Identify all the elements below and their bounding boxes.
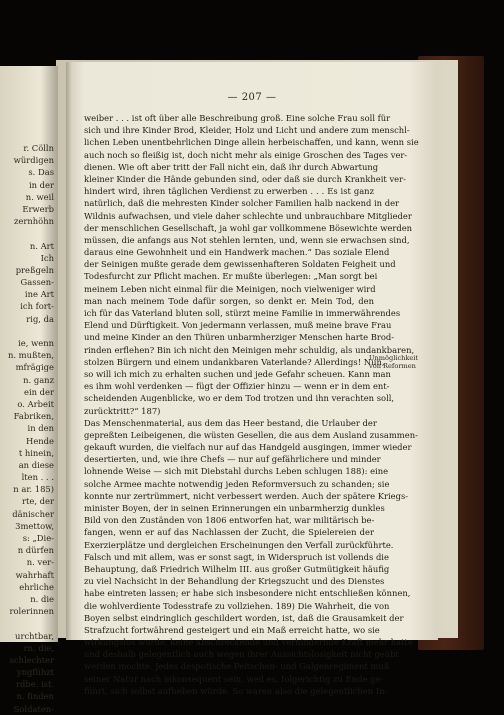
- text-line: hindert wird, ihren täglichen Verdienst zu erwerben . . . Es ist ganz: [84, 186, 374, 197]
- left-fragment-line: rdbe. ist.: [15, 679, 54, 690]
- left-fragment-line: n. ver-: [26, 557, 54, 568]
- margin-note: [369, 354, 437, 370]
- left-fragment-line: n. weil: [25, 191, 54, 202]
- text-line: meinem Leben nicht einmal für die Meinigen, noch vielweniger wird: [84, 283, 376, 294]
- left-fragment-line: zernhöhn: [14, 216, 54, 227]
- left-fragment-line: rte, der: [22, 496, 54, 507]
- text-line: Falsch und mit allem, was er sonst sagt, in Widerspruch ist vollends die: [84, 551, 389, 562]
- text-line: führt, sich selbst aufheben würde. So waren also die gelegentlichen In-: [84, 685, 388, 696]
- left-fragment-line: [8, 617, 54, 629]
- left-fragment-line: Soldaten-: [13, 703, 54, 714]
- text-line: weiber . . . ist oft über alle Beschreibung groß. Eine solche Frau soll für: [84, 113, 391, 123]
- text-line: Bild von den Zuständen von 1806 entworfen hat, war militärisch be-: [84, 515, 375, 526]
- text-line: rinden erflehen? Bin ich nicht den Meinigen mehr schuldig, als undankbaren,: [84, 344, 415, 355]
- left-fragment-line: ine Art: [24, 289, 54, 300]
- text-line: lohnende Weise — sich mit Diebstahl durchs Leben schlugen 188): eine: [84, 466, 389, 477]
- text-line: der menschlichen Gesellschaft, ja wohl gar vollkommene Bösewichte werden: [84, 222, 413, 233]
- text-line: man nach meinem Tode dafür sorgen, so denkt er. Mein Tod, den: [84, 295, 374, 306]
- text-line: gepreßten Leibeigenen, die wüsten Gesellen, die aus dem Ausland zusammen-: [84, 429, 418, 440]
- text-line: zu viel Nachsicht in der Behandlung der Kriegszucht und des Dienstes: [84, 576, 385, 587]
- text-line: konnte nur zertrümmert, nicht verbessert werden. Auch der spätere Kriegs-: [84, 490, 409, 501]
- left-fragment-line: n ar. 185): [13, 484, 54, 495]
- text-line: werden mochte. Jedes despotische Peitschen- und Galgenregiment muß: [84, 661, 390, 672]
- left-fragment-line: an diese: [18, 459, 54, 470]
- text-line: habe eintreten lassen; er habe sich insbesondere nicht entschließen können,: [84, 588, 411, 599]
- text-line: und deshalb gelegentlich auch wegen ihrer Aussichtslosigkeit nicht geübt: [84, 649, 399, 660]
- left-fragment-line: in der: [28, 179, 54, 190]
- left-fragment-line: s: „Die-: [22, 533, 54, 543]
- text-line: Das Menschenmaterial, aus dem das Heer bestand, die Urlauber der: [84, 417, 377, 428]
- text-line: seiner Natur nach inkonsequent sein, weil es, folgerichtig zu Ende ge-: [84, 673, 384, 684]
- text-line: Boyen selbst eindringlich geschildert worden, ist, daß die Grausamkeit der: [84, 612, 404, 623]
- left-fragment-line: rolerinnen: [9, 606, 54, 617]
- left-fragment-line: n. mußten,: [7, 350, 54, 361]
- text-line: die wohlverdiente Todesstrafe zu vollziehen. 189) Die Wahrheit, die von: [84, 600, 390, 611]
- left-fragment-line: ich fort-: [20, 301, 54, 312]
- text-line: Elend und Dürftigkeit. Von jedermann verlassen, muß meine brave Frau: [84, 320, 392, 331]
- left-fragment-line: s. Das: [28, 167, 54, 178]
- left-fragment-line: n. Art: [29, 240, 54, 251]
- left-fragment-line: Ich: [40, 252, 54, 263]
- left-fragment-line: mfrägige: [15, 362, 54, 373]
- left-fragment-line: Erwerb: [22, 203, 54, 214]
- text-line: zurücktritt?“ 187): [84, 405, 161, 416]
- left-fragment-line: in den: [27, 423, 54, 434]
- text-line: gekauft wurden, die vielfach nur auf das Handgeld ausgingen, immer wieder: [84, 442, 412, 453]
- left-fragment-line: Hende: [26, 435, 54, 446]
- text-line: wirkungslos wurde, keine abschreckende und verhindernde Kraft mehr hatte: [84, 637, 413, 648]
- left-fragment-line: ehrliche: [19, 581, 54, 592]
- text-line: Strafzucht fortwährend gesteigert und ein Maß erreicht hatte, wo sie: [84, 624, 380, 635]
- left-fragment-line: o. Arbeit: [17, 398, 54, 409]
- left-fragment-line: r. Cölln: [23, 143, 54, 153]
- text-line: und meine Kinder an den Thüren unbarmherziger Menschen harte Brod-: [84, 332, 395, 343]
- text-line: Behauptung, daß Friedrich Wilhelm III. aus großer Gutmütigkeit häufig: [84, 563, 390, 574]
- left-fragment-line: würdigen: [13, 155, 54, 166]
- text-line: Todesfurcht zur Pflicht machen. Er mußte überlegen: „Man sorgt bei: [84, 271, 378, 282]
- left-fragment-line: rn. die,: [23, 642, 54, 653]
- text-line: natürlich, daß die mehresten Kinder solcher Familien halb nackend in der: [84, 198, 400, 209]
- left-fragment-line: n. ganz: [23, 374, 54, 385]
- text-line: stolzen Bürgern und einem undankbaren Vaterlande? Allerdings! Nun,: [84, 356, 385, 367]
- left-fragment-line: dänischer: [12, 508, 54, 519]
- left-fragment-line: wahrhaft: [15, 569, 54, 580]
- left-fragment-line: n. die: [30, 593, 54, 604]
- text-line: es ihm wohl verdenken — fügt der Offizier hinzu — wenn er in dem ent-: [84, 381, 390, 392]
- page-number: — 207 —: [227, 92, 277, 103]
- left-fragment-line: [8, 227, 54, 239]
- left-fragment-line: ie, wenn: [18, 338, 54, 348]
- left-fragment-line: ein der: [23, 386, 54, 397]
- left-fragment-line: t hinein,: [18, 447, 54, 458]
- left-fragment-line: rig, da: [26, 313, 54, 324]
- left-fragment-line: Fabriken,: [13, 411, 54, 422]
- text-line: solche Armee machte notwendig jeden Reformversuch zu schanden; sie: [84, 478, 390, 489]
- text-line: lichen Leben unentbehrlichen Dinge allein herbeischaffen, und kann, wenn sie: [84, 137, 419, 148]
- left-fragment-line: urchtbar,: [15, 630, 54, 641]
- text-line: dienen. Wie oft aber tritt der Fall nicht ein, daß ihr durch Abwartung: [84, 161, 379, 172]
- text-line: auch noch so fleißig ist, doch nicht mehr als einige Groschen des Tages ver-: [84, 149, 408, 160]
- text-line: desertierten, und, wie ihre Chefs — nur auf gefährlichere und minder: [84, 454, 381, 465]
- text-line: müssen, die anfangs aus Not stehlen lernten, und, wenn sie erwachsen sind,: [84, 234, 410, 245]
- text-line: fangen, wenn er auf das Nachlassen der Zucht, die Spielereien der: [84, 527, 374, 538]
- text-line: scheidenden Augenblicke, wo er dem Tod trotzen und ihn verachten soll,: [84, 393, 395, 404]
- text-line: ich für das Vaterland bluten soll, stürzt meine Familie in immerwährendes: [84, 308, 401, 318]
- left-page-text-fragments: [0, 142, 54, 715]
- left-fragment-line: [8, 325, 54, 337]
- text-line: so will ich mich zu erhalten suchen und jede Gefahr scheuen. Kann man: [84, 368, 391, 379]
- text-line: der Seinigen mußte gerade dem gewissenhafteren Soldaten Feigheit und: [84, 259, 396, 270]
- text-line: Exerzierplätze und dergleichen Erscheinungen den Verfall zurückführte.: [84, 539, 394, 550]
- left-fragment-line: preßgeln: [15, 264, 54, 275]
- text-line: Wildnis aufwachsen, und viele daher schlechte und unbrauchbare Mitglieder: [84, 210, 412, 221]
- left-fragment-line: yngfühzt: [16, 667, 54, 678]
- text-line: daraus eine Gewohnheit und ein Handwerk machen.“ Das soziale Elend: [84, 247, 390, 258]
- left-fragment-line: n dürfen: [17, 545, 54, 556]
- left-fragment-line: lten . . .: [21, 472, 54, 483]
- left-fragment-line: 3mettow,: [15, 520, 54, 531]
- margin-note-line: Unmöglichkeit: [369, 354, 419, 362]
- left-page: [0, 66, 58, 714]
- text-line: sich und ihre Kinder Brod, Kleider, Holz und Licht und andere zum menschl-: [84, 125, 410, 136]
- left-fragment-line: schlechter: [9, 654, 54, 665]
- left-fragment-line: Gassen-: [20, 277, 54, 288]
- right-page: [66, 62, 438, 696]
- text-line: kleiner Kinder die Hände gebunden sind, oder daß sie durch Krankheit ver-: [84, 173, 406, 184]
- left-fragment-line: n. finden: [16, 691, 54, 702]
- text-line: minister Boyen, der in seinen Erinnerungen ein unbarmherzig dunkles: [84, 503, 385, 513]
- margin-note-line: von Reformen: [369, 362, 416, 370]
